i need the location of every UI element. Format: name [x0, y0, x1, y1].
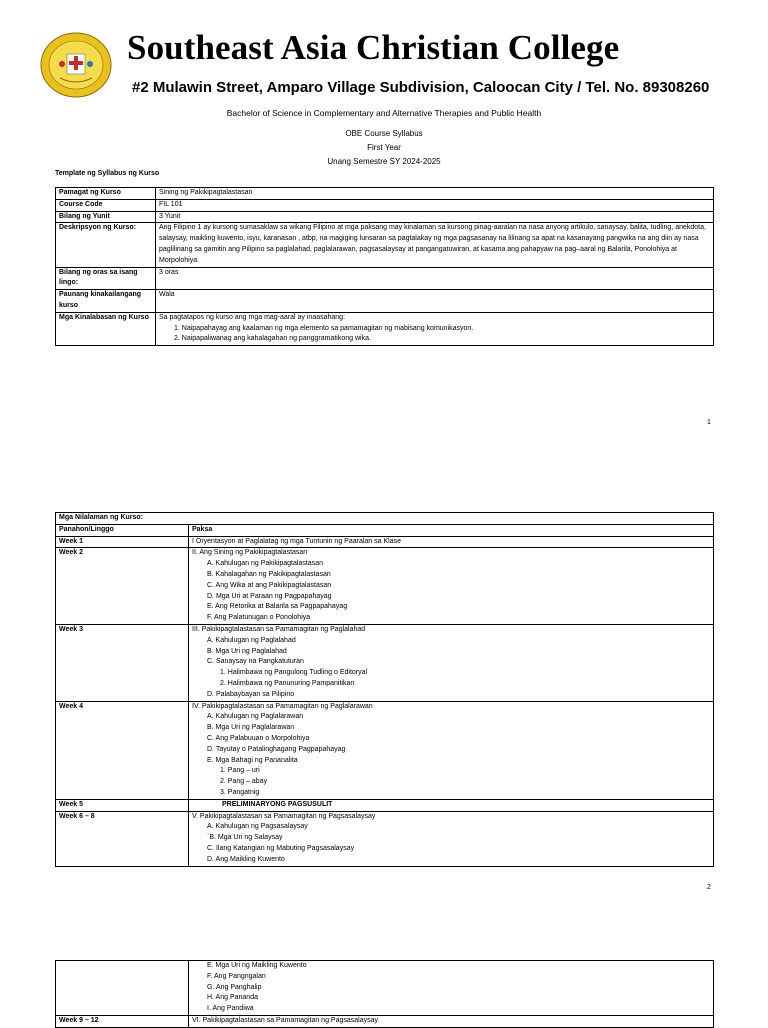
college-name: Southeast Asia Christian College	[127, 28, 620, 67]
column-header-topic: Paksa	[189, 524, 714, 536]
topic-heading: IV. Pakikipagtalastasan sa Pamamagitan ng Paglalarawan	[192, 702, 373, 710]
row-label: Bilang ng Yunit	[56, 211, 156, 223]
week-label	[56, 961, 189, 1016]
table-row	[56, 624, 714, 701]
sub-subtopic: 2. Halimbawa ng Panunuring Pampanitikan	[220, 679, 355, 687]
subtopic: C. Sanaysay na Pangkatuturan	[207, 658, 304, 666]
table-row	[56, 961, 714, 1016]
subtopic: F. Ang Palatunugan o Ponolohiya	[207, 614, 311, 622]
subtopic: C. Ilang Katangian ng Mabuting Pagsasalaysay	[207, 844, 355, 852]
table-row	[56, 211, 714, 223]
page-number: 2	[707, 884, 711, 891]
subtopic: B. Kahalagahan ng Pakikipagtalastasan	[207, 570, 331, 578]
subtopic: A. Kahulugan ng Pagsasalaysay	[207, 823, 308, 831]
subtopic: D. Tayutay o Patalinghagang Pagpapahayag	[207, 745, 346, 753]
table-row	[56, 312, 714, 345]
table-row	[56, 811, 714, 866]
subtopic: B. Mga Uri ng Paglalahad	[207, 647, 287, 655]
template-label: Template ng Syllabus ng Kurso	[55, 170, 160, 177]
outcomes-intro: Sa pagtatapos ng kurso ang mga mag-aaral ay inaasahang:	[159, 313, 346, 321]
subtopic: I. Ang Pandiwa	[207, 1005, 254, 1013]
row-label: Bilang ng oras sa isang lingo:	[56, 267, 156, 290]
sub-subtopic: 2. Pang – abay	[220, 778, 268, 786]
subtopic: E. Mga Uri ng Maikling Kuwento	[207, 962, 307, 969]
subtopic: E. Ang Retorika at Balarila sa Pagpapahayag	[207, 603, 348, 611]
subtopic: E. Mga Bahagi ng Pananalita	[207, 756, 298, 764]
topic-heading: III. Pakikipagtalastasan sa Pamamagitan ng Paglalahad	[192, 625, 366, 633]
column-header-period: Panahon/Linggo	[56, 524, 189, 536]
sub-subtopic: 1. Pang – uri	[220, 767, 260, 775]
week-label: Week 4	[56, 701, 189, 799]
week-topic	[189, 701, 714, 799]
week-label: Week 2	[56, 548, 189, 625]
subtopic: B. Mga Uri ng Paglalarawan	[207, 724, 295, 732]
topic-heading: V. Pakikipagtalastasan sa Pamamagitan ng Pagsasalaysay	[192, 812, 376, 820]
row-value: Wala	[156, 290, 714, 313]
subtopic: D. Mga Uri at Paraan ng Pagpapahayag	[207, 592, 332, 600]
content-title: Mga Nilalaman ng Kurso:	[56, 513, 714, 525]
row-value: Sining ng Pakikipagtalastasan	[156, 188, 714, 200]
subtopic: F. Ang Pangngalan	[207, 972, 266, 980]
subtopic: `B. Mga Uri ng Salaysay	[207, 834, 283, 842]
table-row	[56, 199, 714, 211]
subtopic: A. Kahulugan ng Paglalahad	[207, 636, 296, 644]
college-address: #2 Mulawin Street, Amparo Village Subdivision, Caloocan City / Tel. No. 89308260	[132, 79, 710, 96]
week-label: Week 3	[56, 624, 189, 701]
course-content-table	[55, 512, 714, 867]
table-row	[56, 267, 714, 290]
program-name: Bachelor of Science in Complementary and Alternative Therapies and Public Health	[226, 108, 542, 118]
course-info-table	[55, 187, 714, 346]
table-row	[56, 290, 714, 313]
subtopic: D. Palabaybayan sa Pilipino	[207, 690, 295, 698]
table-row	[56, 188, 714, 200]
sub-subtopic: 1. Halimbawa ng Pangulong Tudling o Editoryal	[220, 669, 368, 677]
row-value: FIL 101	[156, 199, 714, 211]
college-logo	[40, 32, 112, 98]
subtopic: G. Ang Panghalip	[207, 983, 262, 991]
week-label: Week 5	[56, 799, 189, 811]
week-topic	[189, 961, 714, 1016]
table-row	[56, 548, 714, 625]
table-row	[56, 536, 714, 548]
document-title: OBE Course Syllabus	[345, 129, 423, 138]
row-label: Mga Kinalabasan ng Kurso	[56, 312, 156, 345]
week-topic: VI. Pakikipagtalastasan sa Pamamagitan ng Pagsasalaysay	[189, 1015, 714, 1027]
week-label: Week 6 – 8	[56, 811, 189, 866]
table-row	[56, 1015, 714, 1027]
row-label: Paunang kinakailangang kurso	[56, 290, 156, 313]
exam-label: PRELIMINARYONG PAGSUSULIT	[189, 799, 714, 811]
row-value: 3 oras	[156, 267, 714, 290]
subtopic: C. Ang Wika at ang Pakikipagtalastasan	[207, 581, 332, 589]
table-row	[56, 799, 714, 811]
subtopic: C. Ang Palabuuan o Morpolohiya	[207, 734, 310, 742]
week-topic	[189, 624, 714, 701]
outcome-item: 2. Naipapaliwanag ang kahalagahan ng panggramatikong wika.	[174, 335, 371, 343]
subtopic: A. Kahulugan ng Pakikipagtalastasan	[207, 560, 323, 568]
week-label: Week 9 – 12	[56, 1015, 189, 1027]
row-label: Pamagat ng Kurso	[56, 188, 156, 200]
sub-subtopic: 3. Pangatnig	[220, 788, 260, 796]
table-row	[56, 701, 714, 799]
subtopic: A. Kahulugan ng Paglalarawan	[207, 713, 304, 721]
week-topic	[189, 811, 714, 866]
semester: Unang Semestre SY 2024-2025	[327, 157, 441, 166]
row-label: Deskripsyon ng Kurso:	[56, 223, 156, 267]
row-value: 3 Yunit	[156, 211, 714, 223]
outcome-item: 1. Naipapahayag ang kaalaman ng mga elemento sa pamamagitan ng mabisang komunikasyon.	[174, 324, 474, 332]
row-value	[156, 312, 714, 345]
week-topic	[189, 548, 714, 625]
table-row	[56, 223, 714, 267]
table-row	[56, 513, 714, 525]
week-label: Week 1	[56, 536, 189, 548]
row-value: Ang Filipino 1 ay kursong sumasaklaw sa wikang Filipino at mga paksang may kinalaman sa kursong pinag-aaralan na nasa anyong artikulo, sanaysay, balita, tudling, anekdota, salaysay, maikling kuwento, isyu, karanasan , atbp, na magiging lunsaran sa pagtalakay ng mga pagsasanay na lilinang sa apat na kasanayang pangwika na ang diin ay nasa paglilinang sa gamitin ang Pilipino sa paglalahad, paglalarawan, pagsasalaysay at pangangatuwiran, at kasama ang pahapyaw na pag–aaral ng Balarila, Ponolohiya at Morpolohiya.	[156, 223, 714, 267]
subtopic: H. Ang Pananda	[207, 994, 258, 1002]
page-number: 1	[707, 419, 711, 426]
course-content-continued-table	[55, 960, 714, 1028]
subtopic: D. Ang Maikling Kuwento	[207, 855, 285, 863]
row-label: Course Code	[56, 199, 156, 211]
topic-heading: II. Ang Sining ng Pakikipagtalastasan	[192, 549, 308, 557]
year-level: First Year	[367, 143, 401, 152]
week-topic: I Oryentasyon at Paglalatag ng mga Tuntunin ng Paaralan sa Klase	[189, 536, 714, 548]
table-row	[56, 524, 714, 536]
